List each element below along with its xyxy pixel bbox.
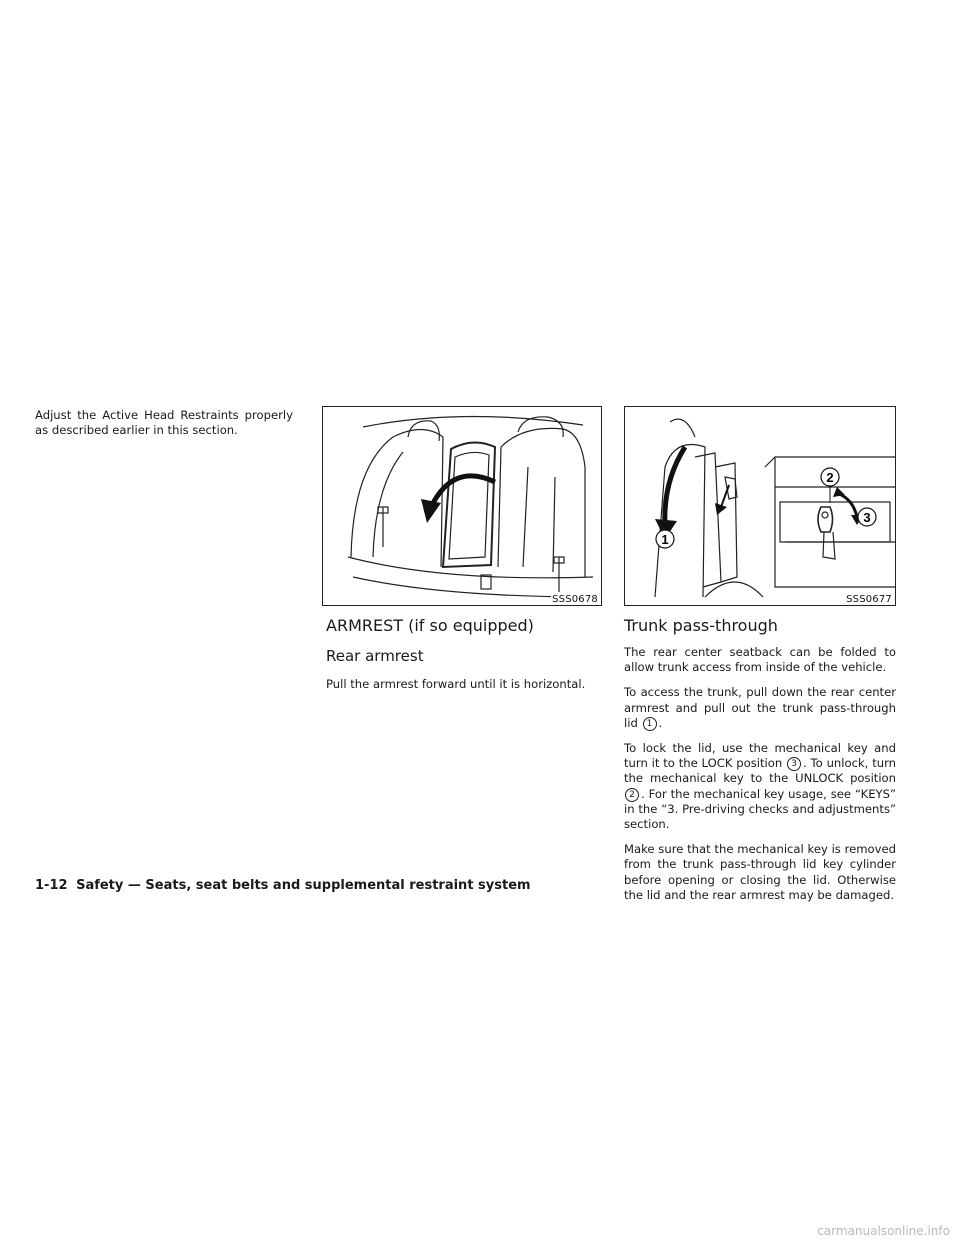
figure-code: SSS0678: [552, 594, 598, 605]
callout-1: [656, 530, 674, 548]
text-run: To access the trunk, pull down the rear center armrest and pull out the trunk pass-through lid: [624, 685, 896, 730]
trunk-paragraph-3: [624, 741, 896, 832]
callout-2-label: 2: [826, 470, 834, 485]
watermark: carmanualsonline.info: [817, 1224, 950, 1238]
page-footer: [35, 878, 531, 893]
ref-callout-3: 3: [787, 757, 801, 771]
text-run: . To unlock, turn the mechanical key to the UNLOCK position: [624, 756, 896, 786]
text-run: .: [658, 715, 663, 730]
trunk-paragraph-1: The rear center seatback can be folded to allow trunk access from inside of the vehicle.: [624, 645, 896, 675]
trunk-section: [624, 616, 896, 913]
ref-callout-1: 1: [643, 717, 657, 731]
trunk-figure: [624, 406, 896, 606]
armrest-figure: [322, 406, 602, 606]
callout-2: [821, 468, 839, 486]
trunk-heading: Trunk pass-through: [624, 616, 778, 635]
armrest-fold-illustration: [323, 407, 601, 605]
page-number: 1-12: [35, 878, 68, 893]
callout-3-label: 3: [863, 510, 871, 525]
trunk-pass-through-illustration: [625, 407, 895, 605]
ref-callout-2: 2: [625, 788, 639, 802]
subsection-heading: Rear armrest: [326, 647, 424, 665]
armrest-section: [326, 616, 601, 702]
trunk-paragraph-4: Make sure that the mechanical key is removed from the trunk pass-through lid key cylinder before opening or closing the lid. Otherwise the lid and the rear armrest may be damaged.: [624, 842, 896, 902]
callout-3: [858, 508, 876, 526]
armrest-body: Pull the armrest forward until it is horizontal.: [326, 677, 586, 691]
section-heading: ARMREST (if so equipped): [326, 616, 534, 635]
intro-paragraph: Adjust the Active Head Restraints properly as described earlier in this section.: [35, 408, 293, 438]
text-run: To lock the lid, use the mechanical key and turn it to the LOCK position: [624, 741, 896, 771]
left-column: [35, 408, 293, 448]
footer-title: Safety — Seats, seat belts and supplemental restraint system: [76, 878, 531, 893]
text-run: . For the mechanical key usage, see “KEYS” in the “3. Pre-driving checks and adjustments” section.: [624, 786, 896, 832]
figure-code: SSS0677: [846, 594, 892, 605]
callout-1-label: 1: [661, 532, 669, 547]
trunk-paragraph-2: [624, 685, 896, 731]
